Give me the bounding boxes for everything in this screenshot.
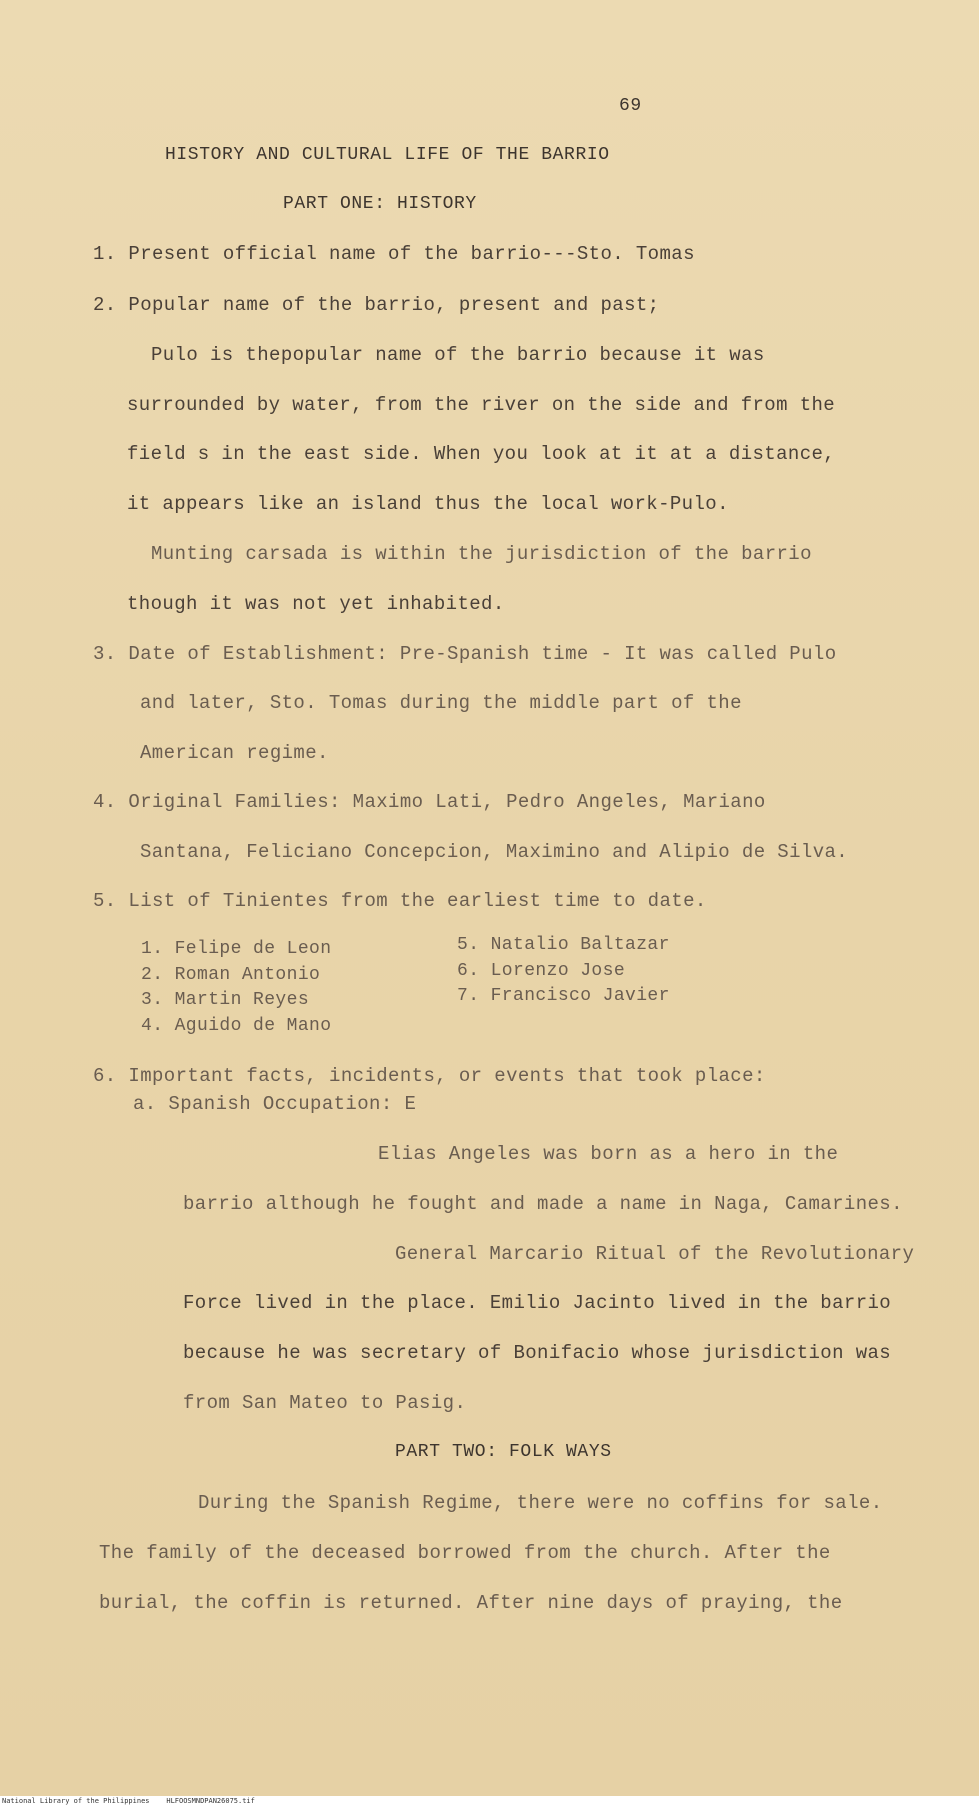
item-4-line: Santana, Feliciano Concepcion, Maximino and Alipio de Silva. — [140, 841, 849, 863]
item-3-line: and later, Sto. Tomas during the middle part of the — [140, 692, 742, 714]
item-2-line: Pulo is thepopular name of the barrio because it was — [151, 344, 765, 366]
document-title: HISTORY AND CULTURAL LIFE OF THE BARRIO — [165, 145, 610, 165]
page-number: 69 — [619, 96, 642, 116]
tiniente-entry: 4. Aguido de Mano — [141, 1016, 332, 1036]
tiniente-entry: 6. Lorenzo Jose — [457, 961, 626, 981]
part-two-line: During the Spanish Regime, there were no coffins for sale. — [198, 1492, 883, 1514]
tiniente-entry: 7. Francisco Javier — [457, 986, 670, 1006]
item-6-body-line: from San Mateo to Pasig. — [183, 1392, 467, 1414]
item-3-line: American regime. — [140, 742, 329, 764]
item-4-line: 4. Original Families: Maximo Lati, Pedro Angeles, Mariano — [93, 791, 766, 813]
item-6-body-line: General Marcario Ritual of the Revolutionary — [395, 1243, 915, 1265]
item-6-body-line: because he was secretary of Bonifacio whose jurisdiction was — [183, 1342, 892, 1364]
item-6-body-line: barrio although he fought and made a name in Naga, Camarines. — [183, 1193, 903, 1215]
item-2-line: surrounded by water, from the river on the side and from the — [127, 394, 836, 416]
item-1: 1. Present official name of the barrio---Sto. Tomas — [93, 243, 695, 265]
item-2: 2. Popular name of the barrio, present and past; — [93, 294, 660, 316]
item-3-line: 3. Date of Establishment: Pre-Spanish time - It was called Pulo — [93, 643, 837, 665]
tiniente-entry: 5. Natalio Baltazar — [457, 935, 670, 955]
item-2-line: though it was not yet inhabited. — [127, 593, 505, 615]
item-6-body-line: Force lived in the place. Emilio Jacinto lived in the barrio — [183, 1292, 892, 1314]
item-2-line: field s in the east side. When you look at it at a distance, — [127, 443, 836, 465]
part-two-line: The family of the deceased borrowed from the church. After the — [99, 1542, 831, 1564]
part-one-heading: PART ONE: HISTORY — [283, 194, 477, 214]
item-2-line: it appears like an island thus the local work-Pulo. — [127, 493, 729, 515]
scan-footer-text: National Library of the Philippines HLFOOSMNDPAN26075.tif — [2, 1797, 255, 1805]
item-5: 5. List of Tinientes from the earliest time to date. — [93, 890, 707, 912]
item-6-body-line: Elias Angeles was born as a hero in the — [378, 1143, 839, 1165]
part-two-line: burial, the coffin is returned. After nine days of praying, the — [99, 1592, 843, 1614]
item-6-line: 6. Important facts, incidents, or events that took place: — [93, 1065, 766, 1087]
tiniente-entry: 1. Felipe de Leon — [141, 939, 332, 959]
part-two-heading: PART TWO: FOLK WAYS — [395, 1442, 612, 1462]
item-2-line: Munting carsada is within the jurisdiction of the barrio — [151, 543, 812, 565]
tiniente-entry: 2. Roman Antonio — [141, 965, 321, 985]
item-6-line: a. Spanish Occupation: E — [133, 1093, 417, 1115]
tiniente-entry: 3. Martin Reyes — [141, 990, 310, 1010]
